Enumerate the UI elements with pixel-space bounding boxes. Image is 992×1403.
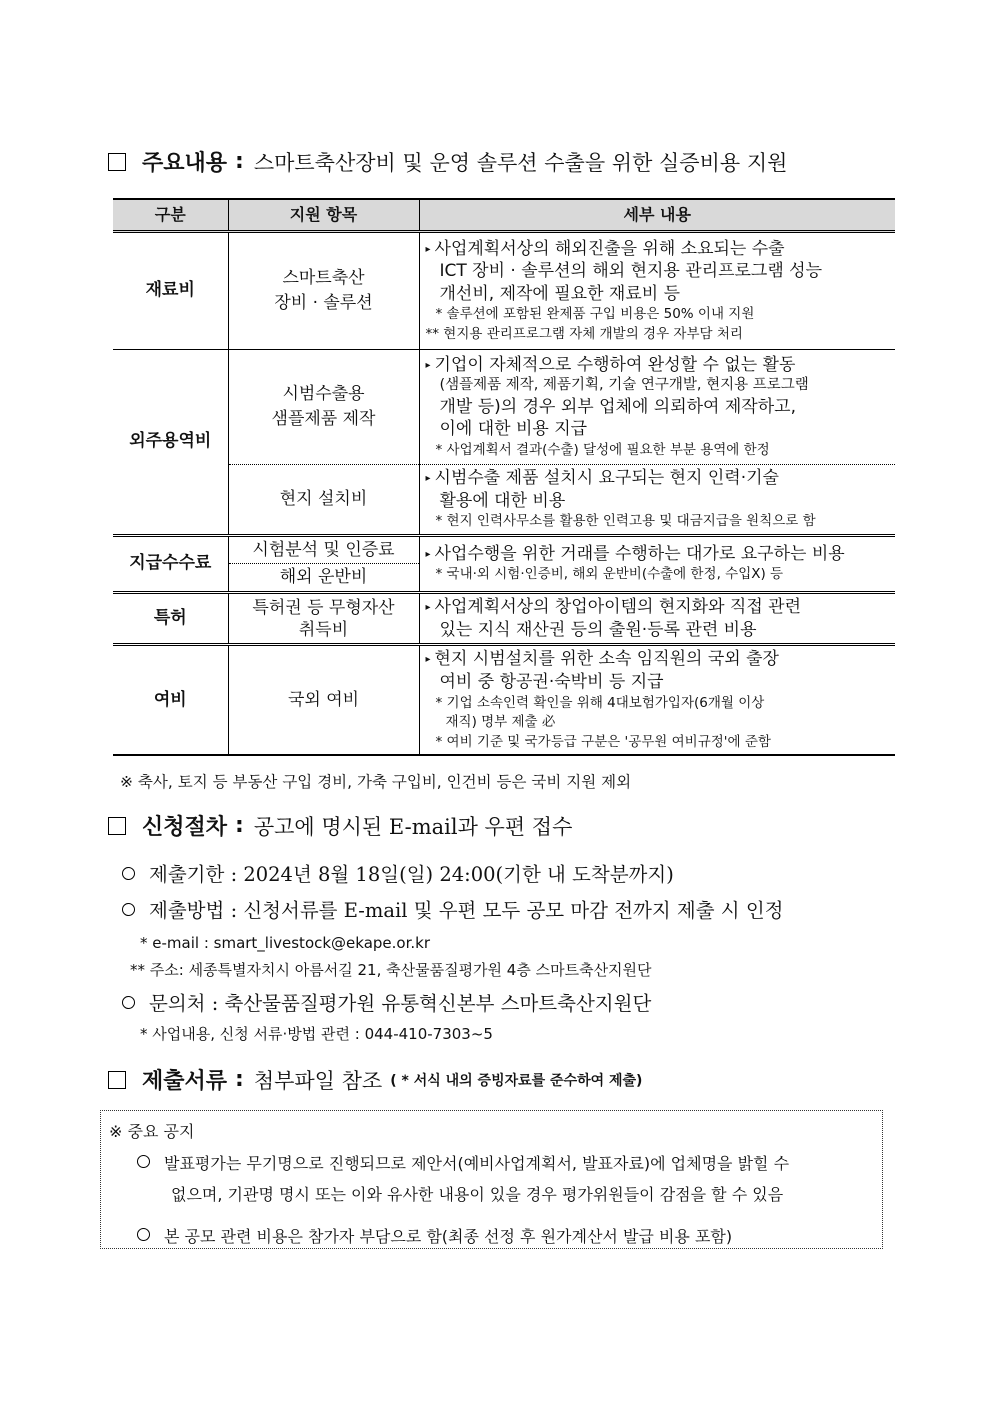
detail-text: 현지 시범설치를 위한 소속 임직원의 국외 출장 xyxy=(434,649,779,670)
circle-bullet-icon xyxy=(137,1228,150,1241)
item-line: 시범수출용 xyxy=(282,384,365,405)
section-label: 제출서류 xyxy=(142,1069,228,1094)
circle-bullet-icon xyxy=(137,1155,150,1168)
notice-text: 없으며, 기관명 명시 또는 이와 유사한 내용이 있을 경우 평가위원들이 감점을 할 수 있음 xyxy=(171,1185,784,1204)
section-application-procedure xyxy=(108,810,572,841)
table-row xyxy=(113,350,895,465)
method-value: : 신청서류를 E-mail 및 우편 모두 공모 마감 전까지 제출 시 인정 xyxy=(230,899,784,922)
detail-cell xyxy=(419,645,895,755)
detail-cell xyxy=(419,232,895,350)
checkbox-icon xyxy=(108,153,126,171)
checkbox-icon xyxy=(108,817,126,835)
contact-note: * 사업내용, 신청 서류·방법 관련 : 044-410-7303~5 xyxy=(140,1025,493,1043)
section-text: 첨부파일 참조 xyxy=(253,1068,383,1093)
support-items-table xyxy=(113,198,895,756)
circle-bullet-icon xyxy=(122,996,135,1009)
circle-bullet-icon xyxy=(122,903,135,916)
detail-note: * 국내·외 시험·인증비, 해외 운반비(수출에 한정, 수입X) 등 xyxy=(435,566,784,583)
notice-item xyxy=(137,1148,877,1210)
table-row xyxy=(113,645,895,755)
contact-label: 문의처 xyxy=(149,992,206,1015)
detail-text: 있는 지식 재산권 등의 출원·등록 관련 비용 xyxy=(439,619,757,640)
contact-value: : 축산물품질평가원 유통혁신본부 스마트축산지원단 xyxy=(211,992,652,1015)
table-row xyxy=(113,232,895,350)
bullet-icon: ▸ xyxy=(425,473,431,484)
detail-note: * 기업 소속인력 확인을 위해 4대보험가입자(6개월 이상 xyxy=(435,694,765,711)
section-label: 신청절차 xyxy=(142,815,228,840)
detail-note: * 사업계획서 결과(수출) 달성에 필요한 부분 용역에 한정 xyxy=(435,441,770,458)
detail-text: 개발 등)의 경우 외부 업체에 의뢰하여 제작하고, xyxy=(439,396,796,417)
detail-note: * 현지 인력사무소를 활용한 인력고용 및 대금지급을 원칙으로 함 xyxy=(435,513,816,530)
item-line: 장비 · 솔루션 xyxy=(274,293,373,313)
section-note: ( * 서식 내의 증빙자료를 준수하여 제출) xyxy=(390,1072,643,1089)
header-category: 구분 xyxy=(113,199,228,232)
item-cell xyxy=(228,350,419,465)
detail-text: 기업이 자체적으로 수행하여 완성할 수 없는 활동 xyxy=(434,354,796,375)
section-text: 스마트축산장비 및 운영 솔루션 수출을 위한 실증비용 지원 xyxy=(253,150,788,175)
detail-note: 재직) 명부 제출 必 xyxy=(445,714,556,731)
section-colon: : xyxy=(235,149,244,174)
detail-text: 사업계획서상의 창업아이템의 현지화와 직접 관련 xyxy=(434,597,802,618)
deadline-value: : 2024년 8월 18일(일) 24:00(기한 내 도착분까지) xyxy=(230,863,674,886)
method-label: 제출방법 xyxy=(149,899,225,922)
bullet-icon: ▸ xyxy=(425,359,431,371)
table-header-row xyxy=(113,199,895,232)
table-row xyxy=(113,465,895,536)
detail-text: 사업수행을 위한 거래를 수행하는 대가로 요구하는 비용 xyxy=(434,543,845,564)
contact-line xyxy=(122,988,651,1016)
bullet-icon: ▸ xyxy=(425,654,431,666)
detail-text: ICT 장비 · 솔루션의 해외 현지용 관리프로그램 성능 xyxy=(439,261,823,282)
important-notice-box xyxy=(100,1110,883,1249)
item-line: 샘플제품 제작 xyxy=(271,409,376,429)
detail-cell xyxy=(419,350,895,465)
detail-text: 개선비, 제작에 필요한 재료비 등 xyxy=(439,283,681,304)
section-colon: : xyxy=(235,813,244,838)
category-cell: 지급수수료 xyxy=(113,535,228,592)
notice-title: ※ 중요 공지 xyxy=(109,1122,195,1141)
category-cell: 외주용역비 xyxy=(113,350,228,536)
table-row xyxy=(113,593,895,645)
detail-text: 여비 중 항공권·숙박비 등 지급 xyxy=(439,671,664,692)
bullet-icon: ▸ xyxy=(425,602,431,614)
header-item: 지원 항목 xyxy=(228,199,419,232)
item-line: 취득비 xyxy=(298,619,349,640)
detail-note: ** 현지용 관리프로그램 자체 개발의 경우 자부담 처리 xyxy=(425,325,743,342)
detail-cell xyxy=(419,593,895,645)
bullet-icon: ▸ xyxy=(425,243,431,255)
header-detail: 세부 내용 xyxy=(419,199,895,232)
item-cell xyxy=(228,593,419,645)
detail-text: 사업계획서상의 해외진출을 위해 소요되는 수출 xyxy=(434,238,785,259)
section-submission-documents xyxy=(108,1064,642,1095)
table-row xyxy=(113,535,895,564)
section-colon: : xyxy=(235,1067,244,1092)
circle-bullet-icon xyxy=(122,867,135,880)
detail-note: * 여비 기준 및 국가등급 구분은 '공무원 여비규정'에 준함 xyxy=(435,733,771,750)
deadline-line xyxy=(122,859,674,887)
method-line xyxy=(122,895,784,923)
item-cell: 시험분석 및 인증료 xyxy=(228,535,419,564)
detail-text: 시범수출 제품 설치시 요구되는 현지 인력·기술 xyxy=(434,468,779,488)
detail-text: (샘플제품 제작, 제품기획, 기술 연구개발, 현지용 프로그램 xyxy=(439,377,809,394)
detail-cell xyxy=(419,465,895,536)
category-cell: 재료비 xyxy=(113,232,228,350)
bullet-icon: ▸ xyxy=(425,548,431,560)
address-note: ** 주소: 세종특별자치시 아름서길 21, 축산물품질평가원 4층 스마트축산지원단 xyxy=(130,961,652,979)
item-cell: 국외 여비 xyxy=(228,645,419,755)
detail-cell xyxy=(419,535,895,592)
email-note: * e-mail : smart_livestock@ekape.or.kr xyxy=(140,934,431,952)
checkbox-icon xyxy=(108,1071,126,1089)
notice-text: 발표평가는 무기명으로 진행되므로 제안서(예비사업계획서, 발표자료)에 업체명을 밝힐 수 xyxy=(164,1154,790,1173)
section-label: 주요내용 xyxy=(142,151,228,176)
category-cell: 여비 xyxy=(113,645,228,755)
item-cell: 해외 운반비 xyxy=(228,564,419,593)
detail-text: 이에 대한 비용 지급 xyxy=(439,419,588,440)
section-text: 공고에 명시된 E-mail과 우편 접수 xyxy=(253,814,573,839)
notice-item xyxy=(137,1221,877,1252)
item-line: 스마트축산 xyxy=(282,268,365,289)
category-cell: 특허 xyxy=(113,593,228,645)
section-main-content xyxy=(108,146,787,177)
detail-note: * 솔루션에 포함된 완제품 구입 비용은 50% 이내 지원 xyxy=(435,306,755,323)
deadline-label: 제출기한 xyxy=(149,863,225,886)
detail-text: 활용에 대한 비용 xyxy=(439,490,566,511)
item-line: 특허권 등 무형자산 xyxy=(252,597,395,618)
item-cell xyxy=(228,232,419,350)
notice-text: 본 공모 관련 비용은 참가자 부담으로 함(최종 선정 후 원가계산서 발급 비용 포함) xyxy=(164,1227,733,1246)
exclusion-note: ※ 축사, 토지 등 부동산 구입 경비, 가축 구입비, 인건비 등은 국비 지원 제외 xyxy=(120,773,632,791)
item-cell: 현지 설치비 xyxy=(228,465,419,536)
